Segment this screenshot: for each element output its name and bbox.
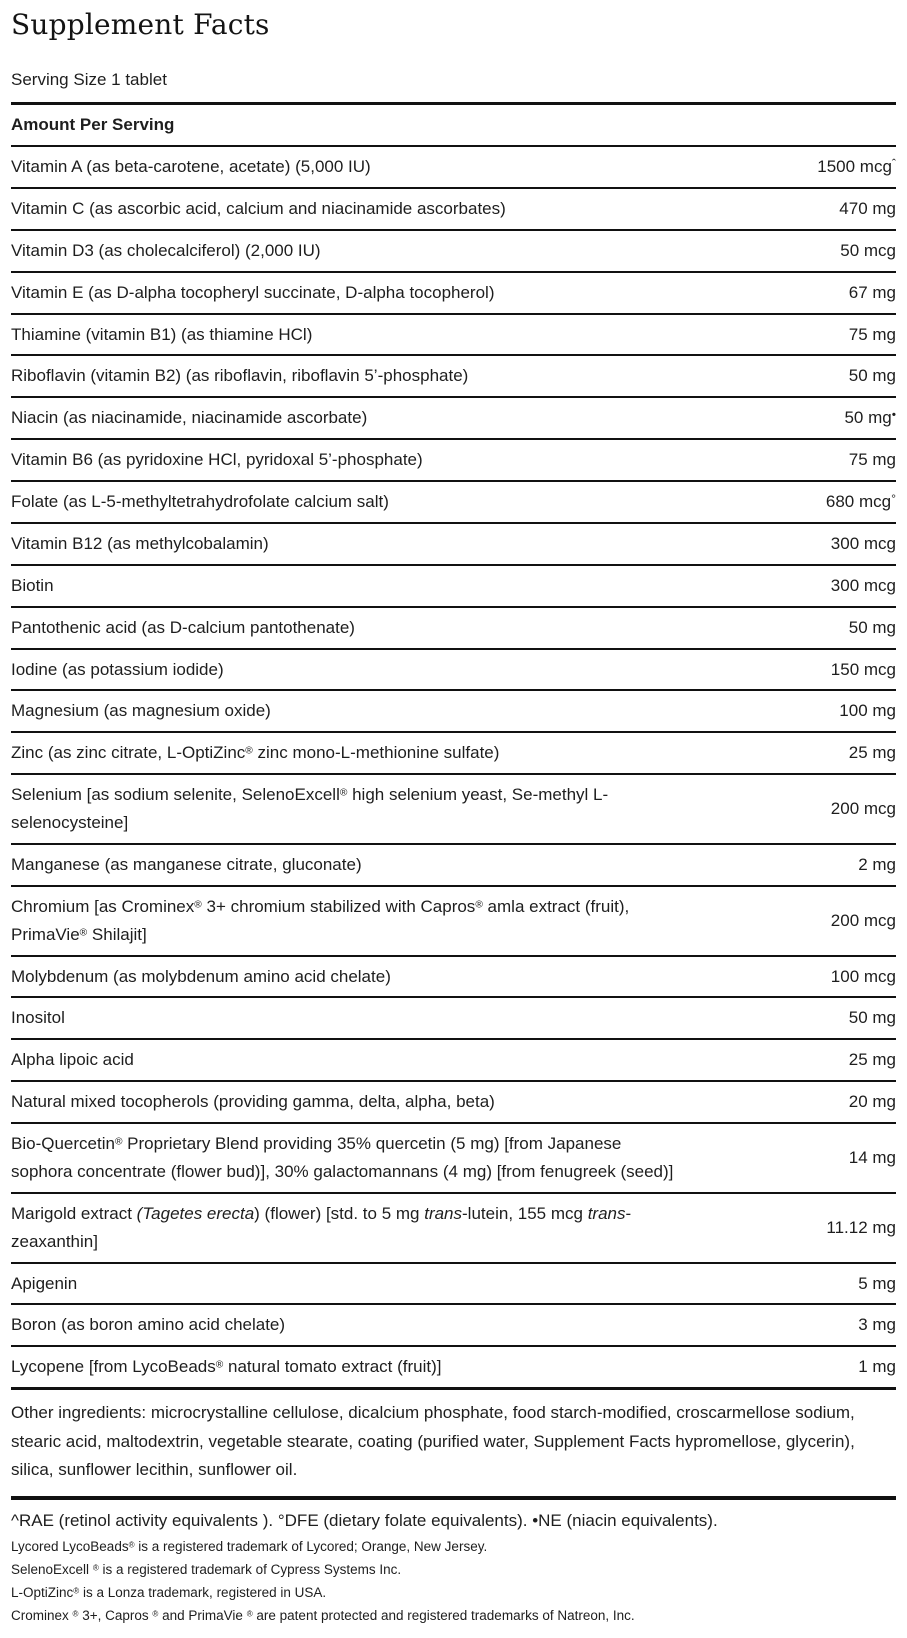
ingredient-amount: 25 mg bbox=[848, 743, 896, 763]
table-row bbox=[11, 691, 896, 733]
ingredient-name: Natural mixed tocopherols (providing gamma, delta, alpha, beta) bbox=[11, 1092, 495, 1112]
table-row bbox=[11, 273, 896, 315]
registered-mark: ® bbox=[246, 1609, 253, 1619]
serving-size: Serving Size 1 tablet bbox=[11, 69, 167, 89]
ingredient-amount: 300 mcg bbox=[830, 575, 896, 595]
table-row bbox=[11, 1040, 896, 1082]
ingredient-name: Pantothenic acid (as D-calcium pantothenate) bbox=[11, 617, 355, 637]
ingredient-amount: 1 mg bbox=[858, 1357, 896, 1377]
registered-mark: ® bbox=[194, 899, 202, 911]
ingredient-name: Molybdenum (as molybdenum amino acid chelate) bbox=[11, 966, 391, 986]
table-row bbox=[11, 845, 896, 887]
table-row bbox=[11, 440, 896, 482]
table-row bbox=[11, 315, 896, 357]
ingredient-amount: 50 mcg bbox=[840, 240, 896, 260]
table-row bbox=[11, 566, 896, 608]
registered-mark: ® bbox=[114, 1136, 123, 1148]
ingredient-amount: 50 mg bbox=[848, 617, 896, 637]
ingredient-amount: 2 mg bbox=[858, 854, 896, 874]
ingredient-amount: 25 mg bbox=[848, 1050, 896, 1070]
amount-footnote-mark: ˆ bbox=[891, 156, 896, 171]
ingredient-name: Marigold extract (Tagetes erecta) (flower) [std. to 5 mg trans-lutein, 155 mcg trans-zeaxanthin] bbox=[11, 1203, 632, 1251]
ingredient-amount: 50 mg bbox=[848, 366, 896, 386]
ingredient-amount: 680 mcg° bbox=[825, 491, 896, 512]
ingredient-amount: 100 mcg bbox=[830, 966, 896, 986]
table-row bbox=[11, 775, 896, 845]
table-row bbox=[11, 957, 896, 999]
registered-mark: ® bbox=[92, 1563, 99, 1573]
ingredient-name: Alpha lipoic acid bbox=[11, 1050, 134, 1070]
trademark-note: SelenoExcell ® is a registered trademark of Cypress Systems Inc. bbox=[11, 1561, 402, 1577]
ingredient-amount: 11.12 mg bbox=[826, 1217, 896, 1237]
table-row bbox=[11, 231, 896, 273]
ingredient-amount: 200 mcg bbox=[830, 910, 896, 930]
other-ingredients: Other ingredients: microcrystalline cellulose, dicalcium phosphate, food starch-modified, croscarmellose sodium, stearic acid, maltodextrin, vegetable stearate, coating (purified water, Supplement Facts hypromellose, glycerin), silica, sunflower lecithin, sunflower oil. bbox=[11, 1390, 896, 1500]
ingredient-amount: 200 mcg bbox=[830, 799, 896, 819]
ingredient-amount: 75 mg bbox=[848, 450, 896, 470]
ingredient-name: Vitamin E (as D-alpha tocopheryl succinate, D-alpha tocopherol) bbox=[11, 282, 495, 302]
table-row bbox=[11, 524, 896, 566]
ingredient-name: Vitamin B6 (as pyridoxine HCl, pyridoxal 5’-phosphate) bbox=[11, 450, 423, 470]
facts-table bbox=[11, 147, 896, 1390]
table-row bbox=[11, 998, 896, 1040]
ingredient-name: Bio-Quercetin® Proprietary Blend providing 35% quercetin (5 mg) [from Japanese sophora concentrate (flower bud)], 30% galactomannans (4 mg) [from fenugreek (seed)] bbox=[11, 1134, 674, 1181]
ingredient-name: Vitamin A (as beta-carotene, acetate) (5,000 IU) bbox=[11, 157, 371, 177]
ingredient-amount: 150 mcg bbox=[830, 659, 896, 679]
ingredient-amount: 5 mg bbox=[858, 1273, 896, 1293]
table-row bbox=[11, 1305, 896, 1347]
ingredient-name: Zinc (as zinc citrate, L-OptiZinc® zinc mono-L-methionine sulfate) bbox=[11, 743, 500, 763]
ingredient-amount: 75 mg bbox=[848, 324, 896, 344]
amount-footnote-mark: ° bbox=[891, 491, 896, 506]
registered-mark: ® bbox=[128, 1540, 135, 1550]
table-row bbox=[11, 1082, 896, 1124]
ingredient-name: Manganese (as manganese citrate, gluconate) bbox=[11, 854, 362, 874]
ingredient-name: Vitamin D3 (as cholecalciferol) (2,000 IU) bbox=[11, 240, 321, 260]
registered-mark: ® bbox=[475, 899, 483, 911]
registered-mark: ® bbox=[245, 745, 253, 757]
ingredient-name: Selenium [as sodium selenite, SelenoExcell® high selenium yeast, Se-methyl L-selenocysteine] bbox=[11, 785, 609, 833]
ingredient-name: Chromium [as Crominex® 3+ chromium stabilized with Capros® amla extract (fruit), PrimaVie® Shilajit] bbox=[11, 896, 630, 944]
registered-mark: ® bbox=[215, 1359, 224, 1371]
table-row bbox=[11, 650, 896, 692]
ingredient-amount: 50 mg• bbox=[844, 407, 896, 428]
ingredient-name: Folate (as L-5-methyltetrahydrofolate calcium salt) bbox=[11, 492, 389, 512]
ingredient-amount: 50 mg bbox=[848, 1008, 896, 1028]
trademark-note: Lycored LycoBeads® is a registered trademark of Lycored; Orange, New Jersey. bbox=[11, 1538, 488, 1554]
table-row bbox=[11, 887, 896, 957]
table-row bbox=[11, 1194, 896, 1264]
ingredient-amount: 14 mg bbox=[848, 1148, 896, 1168]
footnote-equivalents: ^RAE (retinol activity equivalents ). °DFE (dietary folate equivalents). •NE (niacin equivalents). bbox=[11, 1510, 718, 1530]
trademark-note: L-OptiZinc® is a Lonza trademark, registered in USA. bbox=[11, 1584, 327, 1600]
ingredient-name: Iodine (as potassium iodide) bbox=[11, 659, 224, 679]
amount-footnote-mark: • bbox=[891, 407, 896, 422]
ingredient-amount: 67 mg bbox=[848, 282, 896, 302]
table-row bbox=[11, 1124, 896, 1194]
table-row bbox=[11, 733, 896, 775]
ingredient-name: Thiamine (vitamin B1) (as thiamine HCl) bbox=[11, 324, 313, 344]
ingredient-amount: 20 mg bbox=[848, 1092, 896, 1112]
ingredient-name: Biotin bbox=[11, 575, 54, 595]
ingredient-amount: 1500 mcg$^ˆ$ bbox=[817, 156, 896, 177]
table-row bbox=[11, 147, 896, 189]
table-row bbox=[11, 189, 896, 231]
ingredient-name: Lycopene [from LycoBeads® natural tomato extract (fruit)] bbox=[11, 1357, 442, 1377]
page-title: Supplement Facts bbox=[11, 8, 270, 41]
ingredient-amount: 3 mg bbox=[858, 1315, 896, 1335]
ingredient-amount: 300 mcg bbox=[830, 533, 896, 553]
table-row bbox=[11, 482, 896, 524]
table-row bbox=[11, 608, 896, 650]
registered-mark: ® bbox=[79, 927, 88, 939]
trademark-note: Crominex ® 3+, Capros ® and PrimaVie ® are patent protected and registered trademarks of Natreon, Inc. bbox=[11, 1607, 635, 1623]
table-row bbox=[11, 1264, 896, 1306]
ingredient-amount: 100 mg bbox=[839, 701, 896, 721]
table-row bbox=[11, 1347, 896, 1390]
ingredient-name: Boron (as boron amino acid chelate) bbox=[11, 1315, 286, 1335]
ingredient-amount: 470 mg bbox=[839, 198, 896, 218]
amount-per-serving-header: Amount Per Serving bbox=[11, 102, 896, 147]
registered-mark: ® bbox=[152, 1609, 159, 1619]
ingredient-name: Riboflavin (vitamin B2) (as riboflavin, riboflavin 5’-phosphate) bbox=[11, 366, 469, 386]
table-row bbox=[11, 356, 896, 398]
registered-mark: ® bbox=[339, 787, 348, 799]
ingredient-name: Niacin (as niacinamide, niacinamide ascorbate) bbox=[11, 408, 368, 428]
ingredient-name: Vitamin B12 (as methylcobalamin) bbox=[11, 533, 269, 553]
table-row bbox=[11, 398, 896, 440]
ingredient-name: Inositol bbox=[11, 1008, 65, 1028]
ingredient-name: Vitamin C (as ascorbic acid, calcium and niacinamide ascorbates) bbox=[11, 198, 506, 218]
registered-mark: ® bbox=[73, 1586, 80, 1596]
ingredient-name: Magnesium (as magnesium oxide) bbox=[11, 701, 271, 721]
ingredient-name: Apigenin bbox=[11, 1273, 78, 1293]
trademark-notes bbox=[11, 1536, 896, 1632]
registered-mark: ® bbox=[72, 1609, 79, 1619]
